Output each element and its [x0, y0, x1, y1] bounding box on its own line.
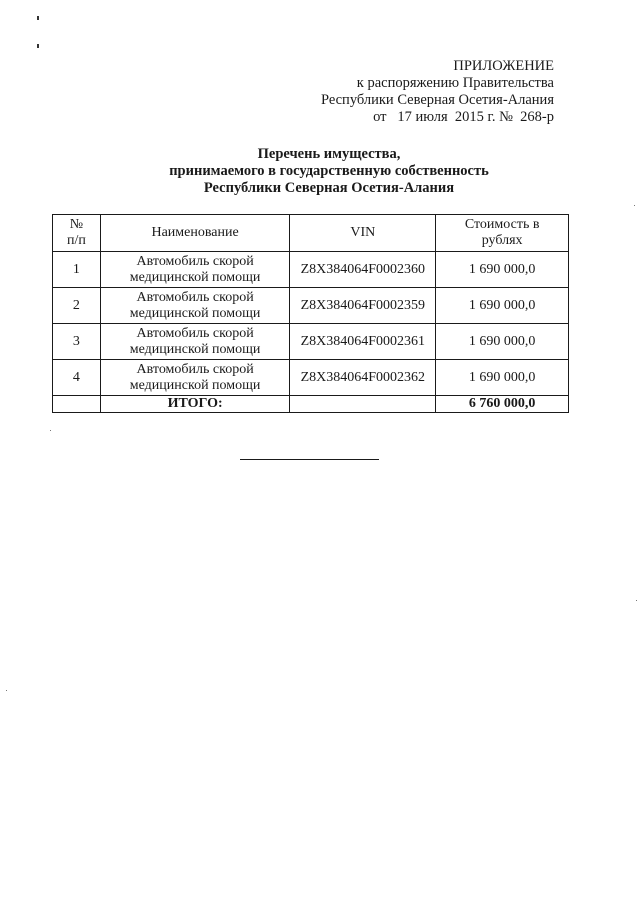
document-title — [0, 146, 640, 197]
scan-speck-top — [37, 16, 39, 20]
header-cost — [436, 215, 569, 252]
row-name-line2: медицинской помощи — [129, 305, 261, 321]
scan-speck-bottom — [37, 44, 39, 48]
row-number: 4 — [53, 360, 101, 396]
total-label: ИТОГО: — [100, 396, 290, 413]
row-name-line2: медицинской помощи — [129, 269, 261, 285]
row-name — [100, 324, 290, 360]
appendix-order-ref: к распоряжению Правительства — [356, 75, 554, 91]
row-name — [100, 288, 290, 324]
header-name: Наименование — [100, 215, 290, 252]
title-line-2: принимаемого в государственную собственность — [169, 163, 489, 179]
table-row — [53, 360, 569, 396]
row-number: 2 — [53, 288, 101, 324]
scan-dot — [50, 430, 51, 431]
property-table — [52, 214, 569, 413]
row-cost: 1 690 000,0 — [436, 324, 569, 360]
scan-dot — [6, 690, 7, 691]
row-name-line1: Автомобиль скорой — [136, 253, 254, 269]
total-empty-cell — [53, 396, 101, 413]
row-number: 3 — [53, 324, 101, 360]
row-name — [100, 252, 290, 288]
header-number-line1: № — [69, 217, 84, 232]
table-header-row — [53, 215, 569, 252]
row-cost: 1 690 000,0 — [436, 360, 569, 396]
table-row — [53, 324, 569, 360]
row-cost: 1 690 000,0 — [436, 252, 569, 288]
header-cost-line2: рублях — [481, 233, 523, 248]
row-name-line1: Автомобиль скорой — [136, 325, 254, 341]
row-vin: Z8X384064F0002362 — [290, 360, 436, 396]
row-name-line2: медицинской помощи — [129, 341, 261, 357]
row-cost: 1 690 000,0 — [436, 288, 569, 324]
total-value: 6 760 000,0 — [436, 396, 569, 413]
header-vin: VIN — [290, 215, 436, 252]
row-vin: Z8X384064F0002360 — [290, 252, 436, 288]
total-vin-empty-cell — [290, 396, 436, 413]
row-name-line1: Автомобиль скорой — [136, 361, 254, 377]
row-vin: Z8X384064F0002359 — [290, 288, 436, 324]
row-name-line1: Автомобиль скорой — [136, 289, 254, 305]
title-line-3: Республики Северная Осетия-Алания — [203, 180, 455, 196]
row-name — [100, 360, 290, 396]
total-row — [53, 396, 569, 413]
appendix-label: ПРИЛОЖЕНИЕ — [453, 58, 554, 74]
header-number-line2: п/п — [66, 233, 86, 248]
closing-line — [240, 459, 379, 460]
scan-dot — [634, 205, 635, 206]
header-cost-line1: Стоимость в — [464, 217, 540, 232]
header-number — [53, 215, 101, 252]
row-number: 1 — [53, 252, 101, 288]
appendix-republic: Республики Северная Осетия-Алания — [320, 92, 554, 108]
row-name-line2: медицинской помощи — [129, 377, 261, 393]
table-row — [53, 252, 569, 288]
appendix-header — [321, 58, 554, 126]
title-line-1: Перечень имущества, — [257, 146, 401, 162]
table-row — [53, 288, 569, 324]
scan-dot — [636, 600, 637, 601]
row-vin: Z8X384064F0002361 — [290, 324, 436, 360]
appendix-date-number: от 17 июля 2015 г. № 268-р — [373, 109, 554, 125]
